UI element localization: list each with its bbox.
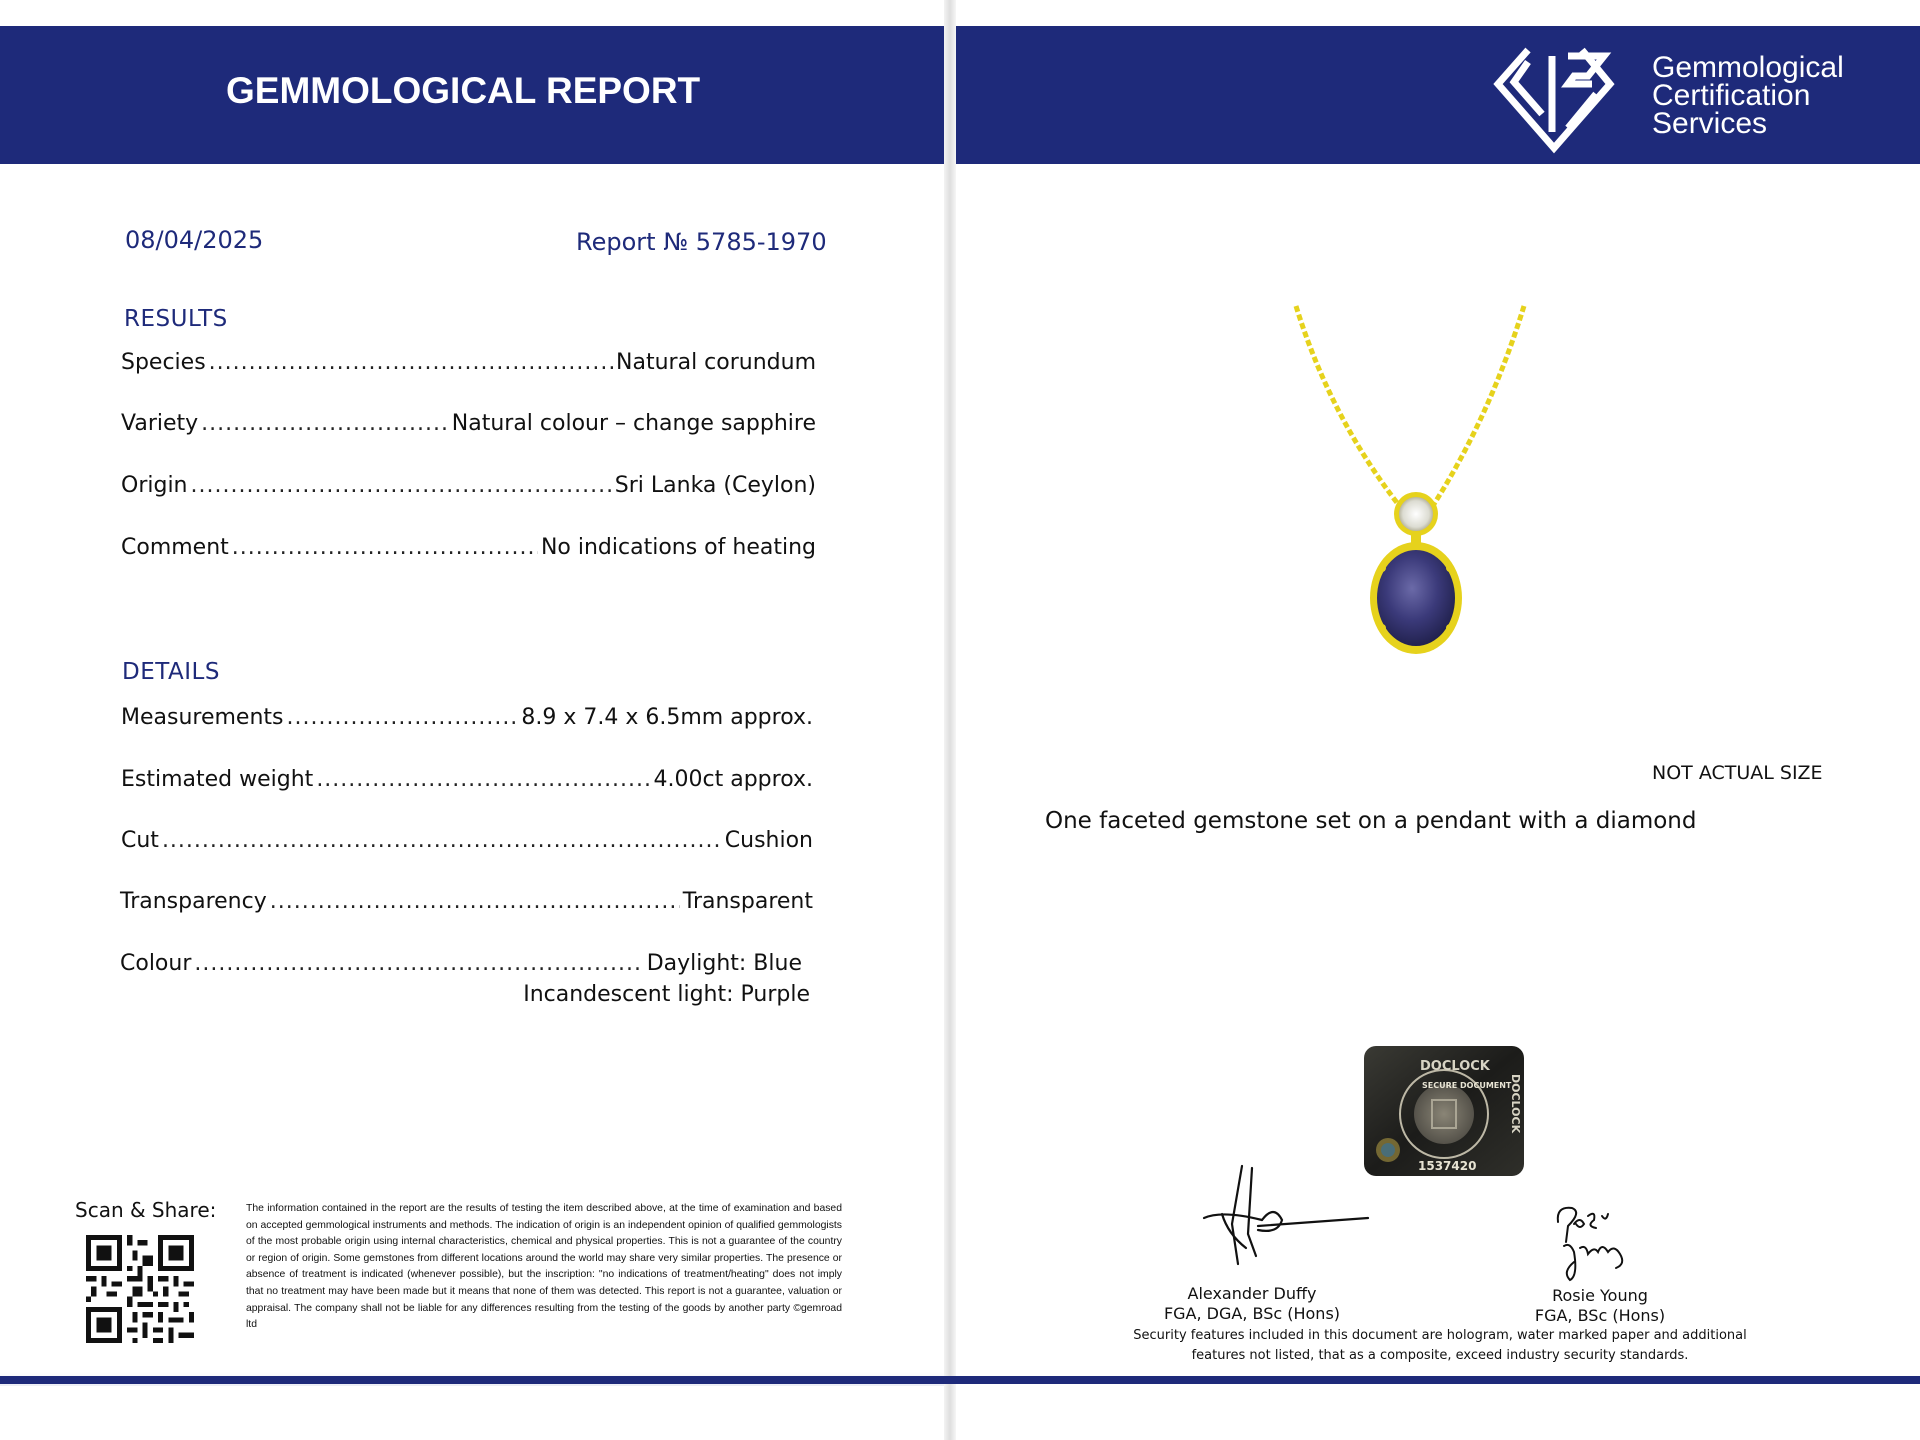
signer-name: Rosie Young — [1552, 1286, 1648, 1305]
hologram-text: SECURE DOCUMENT — [1422, 1081, 1512, 1090]
row-value: Natural colour – change sapphire — [451, 411, 816, 436]
colour-incandescent: Incandescent light: Purple — [523, 982, 810, 1007]
leader-dots — [191, 473, 612, 498]
hologram-brand: DOCLOCK — [1420, 1059, 1490, 1074]
security-note: Security features included in this document are hologram, water marked paper and additional features not listed, that as a composite, exceed industry security standards. — [1133, 1328, 1747, 1363]
row-label: Colour — [120, 951, 192, 976]
logo-line-1: Gemmological — [1652, 51, 1844, 84]
page-fold — [944, 0, 956, 1440]
result-row-species — [121, 350, 816, 384]
detail-row-transparency — [120, 889, 813, 923]
leader-dots — [162, 828, 722, 853]
item-description: One faceted gemstone set on a pendant with a diamond — [1045, 808, 1697, 834]
hologram-brand-vertical: DOCLOCK — [1509, 1074, 1522, 1134]
row-value: Transparent — [682, 889, 813, 914]
row-value: Natural corundum — [616, 350, 816, 375]
not-actual-size-note: NOT ACTUAL SIZE — [1652, 762, 1823, 784]
row-label: Cut — [121, 828, 159, 853]
leader-dots — [232, 535, 538, 560]
detail-row-cut — [121, 828, 813, 862]
detail-row-measurements — [121, 705, 813, 739]
results-heading: RESULTS — [124, 306, 228, 332]
hologram-seal-icon — [1362, 1044, 1526, 1178]
qr-code-icon[interactable] — [86, 1235, 194, 1343]
leader-dots — [270, 889, 680, 914]
row-value: 8.9 x 7.4 x 6.5mm approx. — [521, 705, 813, 730]
report-date: 08/04/2025 — [125, 226, 264, 254]
details-heading: DETAILS — [122, 659, 220, 685]
row-value: Sri Lanka (Ceylon) — [614, 473, 816, 498]
logo-line-2: Certification — [1652, 79, 1811, 112]
row-label: Origin — [121, 473, 188, 498]
signer-rosie-young — [1500, 1286, 1700, 1326]
hologram-serial: 1537420 — [1418, 1159, 1477, 1173]
report-number: Report № 5785-1970 — [576, 228, 827, 256]
signer-name: Alexander Duffy — [1187, 1284, 1317, 1303]
bottom-band — [0, 1376, 1920, 1384]
detail-row-colour — [120, 951, 802, 985]
signer-credentials: FGA, DGA, BSc (Hons) — [1163, 1304, 1341, 1323]
leader-dots — [201, 411, 449, 436]
logo-wordmark — [1652, 51, 1844, 140]
pendant-image — [1290, 296, 1540, 676]
row-label: Measurements — [121, 705, 284, 730]
row-label: Estimated weight — [121, 767, 314, 792]
leader-dots — [316, 767, 650, 792]
signature-rosie-young — [1548, 1202, 1648, 1284]
row-value: Cushion — [724, 828, 813, 853]
row-value: 4.00ct approx. — [653, 767, 813, 792]
signer-alexander-duffy — [1152, 1284, 1352, 1324]
result-row-comment — [121, 535, 816, 569]
scan-share-label: Scan & Share: — [75, 1198, 217, 1222]
leader-dots — [209, 350, 613, 375]
row-value: Daylight: Blue — [646, 951, 802, 976]
row-label: Variety — [121, 411, 199, 436]
row-value: No indications of heating — [540, 535, 816, 560]
logo-line-3: Services — [1652, 107, 1768, 140]
signer-credentials: FGA, BSc (Hons) — [1534, 1306, 1666, 1325]
report-title: GEMMOLOGICAL REPORT — [226, 70, 701, 111]
result-row-variety — [121, 411, 816, 445]
result-row-origin — [121, 473, 816, 507]
leader-dots — [194, 951, 643, 976]
gcs-logo-icon — [1484, 44, 1644, 154]
row-label: Transparency — [120, 889, 267, 914]
detail-row-weight — [121, 767, 813, 801]
row-label: Species — [121, 350, 206, 375]
leader-dots — [287, 705, 519, 730]
row-label: Comment — [121, 535, 229, 560]
signature-alexander-duffy — [1202, 1164, 1372, 1274]
disclaimer-text: The information contained in the report are the results of testing the item described above, at the time of examination and based on accepted gemmological instruments and methods. The indication of origin is an independent opinion of qualified gemmologists of the most probable origin using internal characteristics, chemical and physical properties. This is not a guarantee of the country or region of origin. Some gemstones from different locations around the world may share very similar properties. The presence or absence of treatment is indicated (whenever possible), but the inscription: "no indications of treatment/heating" does not imply that no treatment may have been made but it means that none of them was detected. This report is not a guarantee, valuation or appraisal. The company shall not be liable for any differences resulting from the testing of the goods by another party ©gemroad ltd — [246, 1203, 842, 1331]
